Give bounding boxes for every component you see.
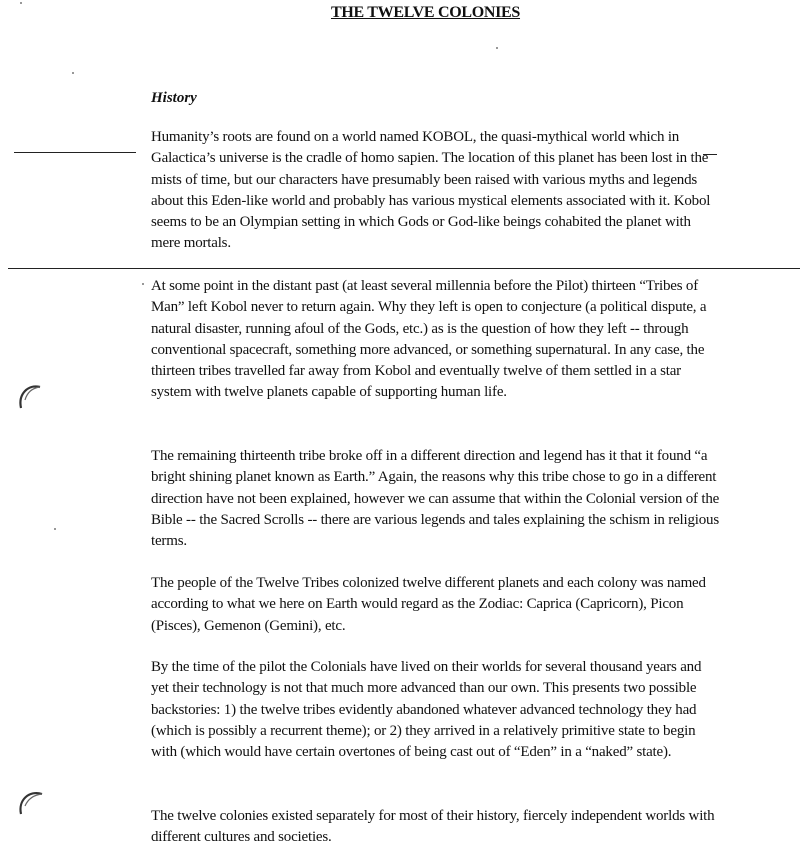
section-heading: History <box>151 90 197 106</box>
document-title <box>0 4 811 22</box>
document-title-text: THE TWELVE COLONIES <box>330 4 521 21</box>
scan-speck <box>72 72 74 74</box>
scan-speck <box>54 528 56 530</box>
scan-line-top <box>14 152 136 153</box>
paragraph-2: At some point in the distant past (at least several millennia before the Pilot) thirteen “Tribes of Man” left Kobol never to return again. Why they left is open to conjecture (a political dispute, a natural disaster, running afoul of the Gods, etc.) as is the question of how they left -- through conventional spacecraft, something more advanced, or something supernatural. In any case, the thirteen tribes travelled far away from Kobol and eventually twelve of them settled in a star system with twelve planets capable of supporting human life. <box>151 278 707 401</box>
binder-hole-mark-icon <box>16 382 46 416</box>
binder-hole-mark-icon <box>16 788 46 822</box>
paragraph-3: The remaining thirteenth tribe broke off in a different direction and legend has it that it found “a bright shining planet known as Earth.” Again, the reasons why this tribe chose to go in a different direction have not been explained, however we can assume that within the Colonial version of the Bible -- the Sacred Scrolls -- there are various legends and tales explaining the schism in religious terms. <box>151 448 720 550</box>
paragraph-6: The twelve colonies existed separately for most of their history, fiercely independent worlds with different cultures and societies. <box>151 808 715 846</box>
paragraph-1: Humanity’s roots are found on a world named KOBOL, the quasi-mythical world which in Galactica’s universe is the cradle of homo sapien. The location of this planet has been lost in the mists of time, but our characters have presumably been raised with various myths and legends about this Eden-like world and probably has various mystical elements associated with it. Kobol seems to be an Olympian setting in which Gods or God-like beings cohabited the planet with mere mortals. <box>151 129 711 252</box>
scan-speck <box>20 2 22 4</box>
scan-speck <box>496 47 498 49</box>
paragraph-5: By the time of the pilot the Colonials have lived on their worlds for several thousand years and yet their technology is not that much more advanced than our own. This presents two possible backstories: 1) the twelve tribes evidently abandoned whatever advanced technology they had (which is possibly a recurrent theme); or 2) they arrived in a relatively primitive state to begin with (which would have certain overtones of being cast out of “Eden” in a “naked” state). <box>151 659 702 761</box>
paragraph-4: The people of the Twelve Tribes colonized twelve different planets and each colony was named according to what we here on Earth would regard as the Zodiac: Caprica (Capricorn), Picon (Pisces), Gemenon (Gemini), etc. <box>151 575 706 634</box>
scan-speck <box>142 283 144 285</box>
scan-line-middle <box>8 268 800 269</box>
